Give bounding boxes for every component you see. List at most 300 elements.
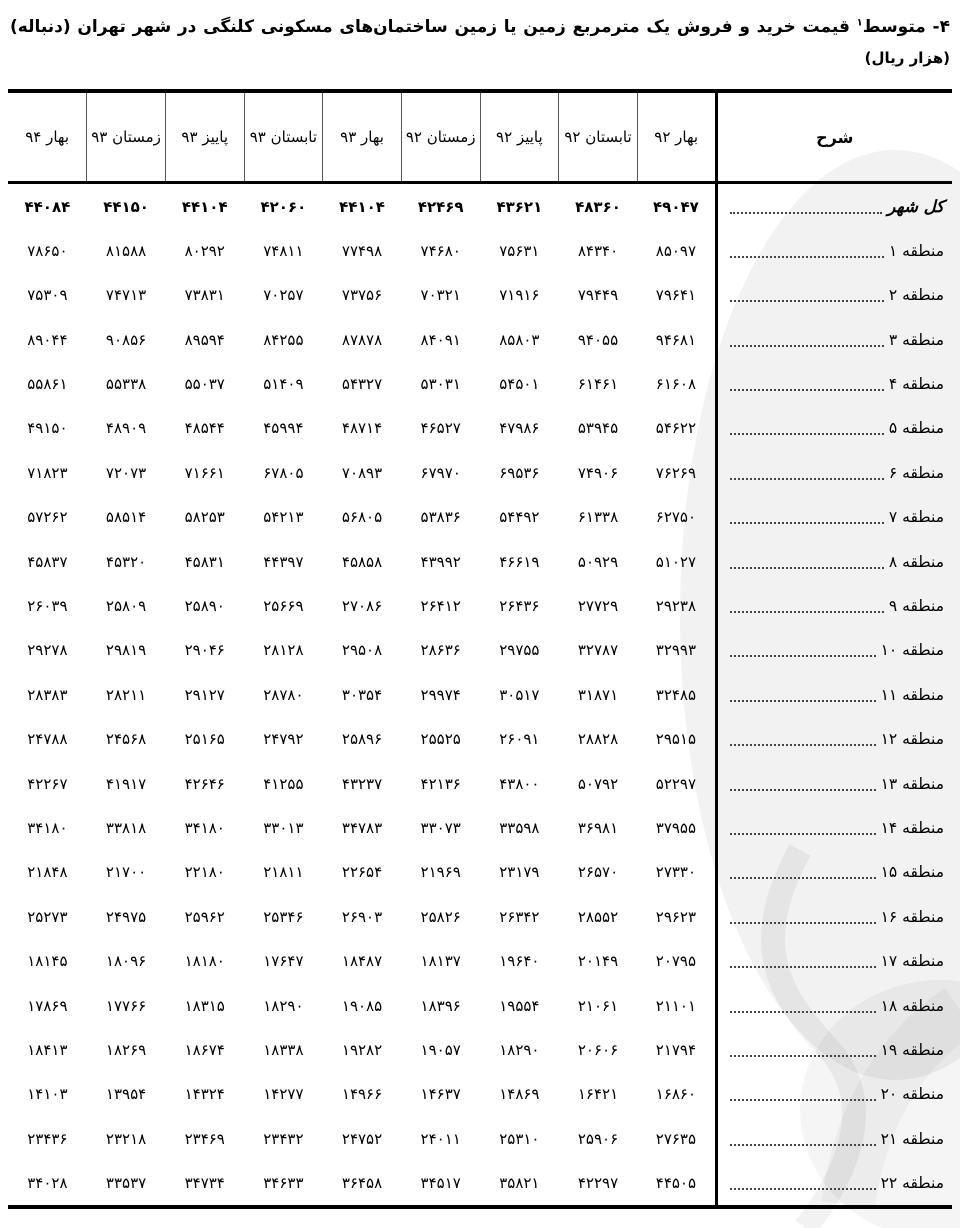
price-table	[8, 89, 952, 1209]
table-row	[8, 673, 952, 717]
value-cell: ۸۴۲۵۵	[263, 330, 304, 349]
row-label: منطقه ۴	[888, 375, 944, 394]
dotted-leader	[730, 256, 884, 258]
column-header-season: بهار ۹۳	[323, 91, 402, 183]
table-row	[8, 584, 952, 628]
value-cell: ۲۸۲۱۱	[105, 685, 147, 704]
dotted-leader	[730, 567, 884, 569]
value-cell: ۸۱۵۸۸	[105, 241, 147, 260]
column-header-season: تابستان ۹۲	[559, 91, 638, 183]
value-cell: ۲۵۸۲۶	[420, 907, 461, 926]
value-cell: ۲۶۰۹۱	[499, 730, 540, 749]
title-text: قیمت خرید و فروش یک مترمربع زمین یا زمین ساختمان‌های مسکونی کلنگی در شهر تهران (دنباله)	[10, 17, 850, 37]
row-label: منطقه ۱۵	[880, 863, 944, 882]
value-cell: ۴۹۰۴۷	[653, 197, 699, 216]
value-cell: ۵۳۸۳۶	[420, 508, 461, 527]
value-cell: ۳۶۴۵۸	[323, 1161, 402, 1207]
value-cell: ۱۷۸۶۹	[27, 996, 68, 1015]
title-footnote-marker: ۱	[856, 17, 863, 29]
value-cell: ۲۱۷۰۰	[105, 863, 147, 882]
value-cell: ۵۵۸۶۱	[27, 375, 68, 394]
row-label: منطقه ۱۴	[880, 819, 944, 837]
value-cell: ۴۵۹۹۴	[263, 419, 304, 438]
value-cell: ۴۲۲۹۷	[559, 1161, 638, 1207]
row-label-cell	[716, 495, 952, 539]
dotted-leader	[730, 922, 876, 924]
row-label: منطقه ۲۱	[880, 1129, 944, 1148]
dotted-leader	[730, 966, 876, 968]
dotted-leader	[730, 789, 876, 791]
value-cell: ۴۴۱۰۴	[339, 197, 385, 216]
value-cell: ۳۴۰۲۸	[8, 1161, 87, 1207]
value-cell: ۸۴۰۹۱	[420, 330, 461, 349]
value-cell: ۴۲۴۶۹	[417, 197, 464, 216]
value-cell: ۲۵۹۶۲	[184, 907, 225, 926]
value-cell: ۱۹۰۸۵	[341, 996, 383, 1015]
value-cell: ۳۳۵۹۸	[499, 819, 540, 837]
dotted-leader	[730, 1144, 876, 1146]
row-label: منطقه ۱۲	[880, 730, 944, 749]
value-cell: ۱۸۳۱۵	[184, 996, 225, 1015]
table-row	[8, 1117, 952, 1161]
table-row	[8, 1161, 952, 1207]
value-cell: ۲۵۵۲۵	[420, 730, 461, 749]
value-cell: ۱۴۳۲۴	[184, 1085, 225, 1104]
value-cell: ۶۱۶۰۸	[655, 375, 697, 394]
value-cell: ۱۸۳۹۶	[420, 996, 461, 1015]
value-cell: ۲۶۴۳۶	[499, 597, 540, 616]
table-row	[8, 451, 952, 495]
value-cell: ۳۳۵۳۷	[87, 1161, 166, 1207]
table-row	[8, 273, 952, 317]
value-cell: ۴۲۶۴۶	[184, 774, 225, 793]
value-cell: ۲۵۱۶۵	[184, 730, 225, 749]
column-header-desc: شرح	[716, 91, 952, 183]
value-cell: ۵۰۹۲۹	[577, 552, 619, 571]
value-cell: ۵۵۳۳۸	[105, 375, 147, 394]
value-cell: ۲۱۱۰۱	[655, 996, 697, 1015]
value-cell: ۲۰۱۴۹	[577, 952, 619, 971]
value-cell: ۲۹۶۲۳	[655, 907, 697, 926]
value-cell: ۶۷۸۰۵	[263, 463, 304, 482]
row-label: منطقه ۷	[888, 508, 944, 527]
value-cell: ۷۹۴۴۹	[577, 286, 619, 305]
value-cell: ۷۰۲۵۷	[263, 286, 304, 305]
value-cell: ۵۶۸۰۵	[341, 508, 383, 527]
value-cell: ۴۶۵۲۷	[420, 419, 461, 438]
dotted-leader	[730, 522, 884, 524]
row-label: منطقه ۱۶	[880, 907, 944, 926]
row-label-cell	[716, 183, 952, 229]
row-label-cell	[716, 451, 952, 495]
value-cell: ۴۳۶۲۱	[496, 197, 543, 216]
value-cell: ۷۴۶۸۰	[420, 241, 461, 260]
row-label-cell	[716, 273, 952, 317]
value-cell: ۲۹۹۷۴	[420, 685, 461, 704]
value-cell: ۱۶۸۶۰	[655, 1085, 697, 1104]
table-body	[8, 183, 952, 1207]
table-row	[8, 761, 952, 805]
row-label-cell	[716, 1072, 952, 1116]
value-cell: ۴۴۰۸۴	[24, 197, 71, 216]
value-cell: ۲۹۲۳۸	[655, 597, 697, 616]
value-cell: ۵۸۲۵۳	[184, 508, 225, 527]
value-cell: ۲۸۸۲۸	[577, 730, 619, 749]
column-header-season: زمستان ۹۲	[401, 91, 480, 183]
row-label: منطقه ۱۰	[880, 641, 944, 660]
value-cell: ۵۳۹۴۵	[577, 419, 619, 438]
value-cell: ۲۳۱۷۹	[499, 863, 540, 882]
value-cell: ۲۹۵۱۵	[655, 730, 697, 749]
value-cell: ۳۰۳۵۴	[341, 685, 383, 704]
row-label: منطقه ۱	[888, 241, 944, 260]
value-cell: ۳۱۸۷۱	[577, 685, 619, 704]
value-cell: ۱۷۷۶۶	[105, 996, 147, 1015]
value-cell: ۲۴۷۸۸	[27, 730, 68, 749]
unit-label: (هزار ریال)	[864, 49, 950, 68]
value-cell: ۴۴۵۰۵	[637, 1161, 716, 1207]
row-label-cell	[716, 628, 952, 672]
title-prefix: ۴- متوسط	[862, 17, 950, 37]
value-cell: ۱۸۴۱۳	[27, 1040, 68, 1059]
value-cell: ۲۶۴۱۲	[420, 597, 461, 616]
value-cell: ۵۲۲۹۷	[655, 774, 697, 793]
value-cell: ۷۲۰۷۳	[105, 463, 147, 482]
value-cell: ۲۷۰۸۶	[341, 597, 383, 616]
value-cell: ۲۵۳۴۶	[263, 907, 304, 926]
row-label: منطقه ۱۷	[880, 952, 944, 971]
dotted-leader	[730, 300, 884, 302]
row-label: منطقه ۸	[888, 552, 944, 571]
value-cell: ۲۷۶۳۵	[655, 1129, 697, 1148]
value-cell: ۲۵۲۷۳	[27, 907, 68, 926]
row-label: منطقه ۹	[888, 597, 944, 616]
row-label-cell	[716, 761, 952, 805]
value-cell: ۱۴۶۳۷	[420, 1085, 461, 1104]
value-cell: ۴۲۱۳۶	[420, 774, 461, 793]
value-cell: ۷۱۹۱۶	[499, 286, 540, 305]
value-cell: ۴۱۲۵۵	[263, 774, 304, 793]
value-cell: ۱۸۴۸۷	[341, 952, 383, 971]
value-cell: ۲۳۲۱۸	[105, 1129, 147, 1148]
value-cell: ۴۲۰۶۰	[260, 197, 307, 216]
dotted-leader	[730, 212, 883, 214]
row-label-cell	[716, 983, 952, 1027]
table-row	[8, 983, 952, 1027]
value-cell: ۲۹۰۴۶	[184, 641, 225, 660]
row-label-cell	[716, 318, 952, 362]
value-cell: ۷۰۳۲۱	[420, 286, 461, 305]
row-label-cell	[716, 717, 952, 761]
value-cell: ۱۴۹۶۶	[341, 1085, 383, 1104]
row-label: منطقه ۶	[888, 463, 944, 482]
value-cell: ۲۸۶۳۶	[420, 641, 461, 660]
value-cell: ۲۱۰۶۱	[577, 996, 619, 1015]
value-cell: ۶۲۷۵۰	[655, 508, 697, 527]
value-cell: ۱۷۶۴۷	[263, 952, 304, 971]
value-cell: ۴۵۸۳۱	[184, 552, 225, 571]
value-cell: ۷۸۶۵۰	[27, 241, 68, 260]
value-cell: ۴۴۱۵۰	[103, 197, 149, 216]
value-cell: ۱۸۲۹۰	[499, 1040, 540, 1059]
value-cell: ۲۹۱۲۷	[184, 685, 225, 704]
dotted-leader	[730, 433, 884, 435]
table-row	[8, 628, 952, 672]
value-cell: ۸۵۰۹۷	[655, 241, 697, 260]
value-cell: ۷۶۲۶۹	[655, 463, 697, 482]
dotted-leader	[730, 1188, 876, 1190]
table-row	[8, 895, 952, 939]
value-cell: ۱۸۳۳۸	[263, 1040, 304, 1059]
value-cell: ۱۴۲۷۷	[263, 1085, 304, 1104]
value-cell: ۷۹۶۴۱	[655, 286, 697, 305]
table-row	[8, 495, 952, 539]
value-cell: ۷۴۷۱۳	[105, 286, 147, 305]
value-cell: ۹۴۰۵۵	[577, 330, 619, 349]
value-cell: ۸۹۵۹۴	[184, 330, 225, 349]
value-cell: ۴۵۳۲۰	[105, 552, 147, 571]
value-cell: ۲۹۸۱۹	[105, 641, 147, 660]
table-row	[8, 318, 952, 362]
value-cell: ۲۱۹۶۹	[420, 863, 461, 882]
value-cell: ۱۸۶۷۴	[184, 1040, 225, 1059]
value-cell: ۳۳۰۱۳	[263, 819, 304, 837]
value-cell: ۱۴۸۶۹	[499, 1085, 540, 1104]
value-cell: ۷۱۸۲۳	[27, 463, 68, 482]
value-cell: ۲۸۷۸۰	[263, 685, 304, 704]
value-cell: ۴۸۳۶۰	[575, 197, 621, 216]
dotted-leader	[730, 478, 884, 480]
value-cell: ۲۲۶۵۴	[341, 863, 383, 882]
value-cell: ۷۷۴۹۸	[341, 241, 383, 260]
value-cell: ۲۶۹۰۳	[341, 907, 383, 926]
value-cell: ۴۱۹۱۷	[105, 774, 147, 793]
value-cell: ۳۴۷۸۳	[341, 819, 383, 837]
value-cell: ۲۵۸۰۹	[105, 597, 147, 616]
value-cell: ۲۶۵۷۰	[577, 863, 619, 882]
value-cell: ۶۷۹۷۰	[420, 463, 461, 482]
value-cell: ۲۷۳۳۰	[655, 863, 697, 882]
value-cell: ۳۲۷۸۷	[577, 641, 619, 660]
value-cell: ۲۶۳۴۲	[499, 907, 540, 926]
table-row	[8, 183, 952, 229]
dotted-leader	[730, 744, 876, 746]
value-cell: ۵۱۰۲۷	[655, 552, 697, 571]
value-cell: ۲۸۳۸۳	[27, 685, 68, 704]
dotted-leader	[730, 345, 884, 347]
row-label-cell	[716, 1028, 952, 1072]
value-cell: ۲۵۸۹۶	[341, 730, 383, 749]
value-cell: ۲۷۷۲۹	[577, 597, 619, 616]
value-cell: ۱۸۲۶۹	[105, 1040, 147, 1059]
table-row	[8, 717, 952, 761]
value-cell: ۷۴۸۱۱	[263, 241, 304, 260]
table-row	[8, 406, 952, 450]
value-cell: ۴۲۲۶۷	[27, 774, 68, 793]
value-cell: ۱۹۲۸۲	[341, 1040, 383, 1059]
table-header-row	[8, 91, 952, 183]
dotted-leader	[730, 1011, 876, 1013]
column-header-season: تابستان ۹۳	[244, 91, 323, 183]
row-label-cell	[716, 1117, 952, 1161]
value-cell: ۴۳۹۹۲	[420, 552, 461, 571]
value-cell: ۸۹۰۴۴	[27, 330, 68, 349]
row-label: منطقه ۱۸	[880, 996, 944, 1015]
value-cell: ۲۵۸۹۰	[184, 597, 225, 616]
value-cell: ۵۷۲۶۲	[27, 508, 68, 527]
value-cell: ۷۵۳۰۹	[27, 286, 68, 305]
row-label: منطقه ۳	[888, 330, 944, 349]
table-row	[8, 539, 952, 583]
value-cell: ۲۵۹۰۶	[577, 1129, 619, 1148]
row-label: منطقه ۲۰	[880, 1085, 944, 1104]
column-header-season: پاییز ۹۳	[165, 91, 244, 183]
value-cell: ۵۴۶۲۲	[655, 419, 697, 438]
value-cell: ۳۴۵۱۷	[401, 1161, 480, 1207]
value-cell: ۳۲۴۸۵	[655, 685, 697, 704]
value-cell: ۷۳۷۵۶	[341, 286, 383, 305]
value-cell: ۷۴۹۰۶	[577, 463, 619, 482]
value-cell: ۵۱۴۰۹	[263, 375, 304, 394]
value-cell: ۲۹۷۵۵	[499, 641, 540, 660]
value-cell: ۸۷۸۷۸	[341, 330, 383, 349]
value-cell: ۲۶۰۳۹	[27, 597, 68, 616]
row-label-cell	[716, 1161, 952, 1207]
value-cell: ۲۹۲۷۸	[27, 641, 68, 660]
value-cell: ۷۳۸۳۱	[184, 286, 225, 305]
value-cell: ۸۵۸۰۳	[499, 330, 540, 349]
row-label-cell	[716, 362, 952, 406]
value-cell: ۱۸۱۸۰	[184, 952, 225, 971]
value-cell: ۴۵۸۳۷	[27, 552, 68, 571]
row-label-cell	[716, 806, 952, 850]
table-row	[8, 1028, 952, 1072]
table-head	[8, 91, 952, 183]
value-cell: ۳۳۸۱۸	[105, 819, 147, 837]
row-label: منطقه ۲	[888, 286, 944, 305]
row-label-cell	[716, 939, 952, 983]
value-cell: ۲۰۶۰۶	[577, 1040, 619, 1059]
value-cell: ۲۱۸۱۱	[263, 863, 304, 882]
value-cell: ۱۴۱۰۳	[27, 1085, 68, 1104]
value-cell: ۳۴۱۸۰	[184, 819, 225, 837]
value-cell: ۲۴۰۱۱	[420, 1129, 461, 1148]
value-cell: ۲۱۸۴۸	[27, 863, 68, 882]
column-header-season: بهار ۹۴	[8, 91, 87, 183]
value-cell: ۶۱۴۶۱	[577, 375, 619, 394]
value-cell: ۴۹۱۵۰	[27, 419, 68, 438]
value-cell: ۹۴۶۸۱	[655, 330, 697, 349]
value-cell: ۱۶۴۲۱	[577, 1085, 619, 1104]
row-label: منطقه ۱۳	[880, 774, 944, 793]
column-header-season: بهار ۹۲	[637, 91, 716, 183]
value-cell: ۴۶۶۱۹	[499, 552, 540, 571]
row-label-cell	[716, 850, 952, 894]
page-title	[8, 0, 952, 40]
value-cell: ۸۰۲۹۲	[184, 241, 225, 260]
value-cell: ۶۹۵۳۶	[499, 463, 540, 482]
value-cell: ۸۴۳۴۰	[577, 241, 619, 260]
value-cell: ۳۷۹۵۵	[655, 819, 697, 837]
value-cell: ۷۵۶۳۱	[499, 241, 540, 260]
value-cell: ۲۴۵۶۸	[105, 730, 147, 749]
value-cell: ۴۵۸۵۸	[341, 552, 383, 571]
value-cell: ۴۷۹۸۶	[499, 419, 540, 438]
value-cell: ۶۱۳۳۸	[577, 508, 619, 527]
value-cell: ۵۵۰۳۷	[184, 375, 225, 394]
table-row	[8, 229, 952, 273]
dotted-leader	[730, 389, 884, 391]
value-cell: ۵۴۴۹۲	[499, 508, 540, 527]
table-row	[8, 939, 952, 983]
dotted-leader	[730, 655, 876, 657]
table-row	[8, 362, 952, 406]
row-label-cell	[716, 406, 952, 450]
row-label-cell	[716, 584, 952, 628]
value-cell: ۱۸۱۴۵	[27, 952, 68, 971]
row-label: منطقه ۵	[888, 419, 944, 438]
row-label: کل شهر	[887, 197, 944, 217]
value-cell: ۴۸۵۴۴	[184, 419, 225, 438]
value-cell: ۴۳۲۳۷	[341, 774, 383, 793]
value-cell: ۴۳۸۰۰	[499, 774, 540, 793]
row-label-cell	[716, 539, 952, 583]
table-row	[8, 1072, 952, 1116]
value-cell: ۲۵۳۱۰	[499, 1129, 540, 1148]
dotted-leader	[730, 1055, 876, 1057]
row-label-cell	[716, 229, 952, 273]
value-cell: ۳۴۱۸۰	[27, 819, 68, 837]
value-cell: ۲۲۱۸۰	[184, 863, 225, 882]
value-cell: ۱۸۰۹۶	[105, 952, 147, 971]
value-cell: ۷۰۸۹۳	[341, 463, 383, 482]
value-cell: ۱۸۱۳۷	[420, 952, 461, 971]
row-label-cell	[716, 673, 952, 717]
value-cell: ۷۱۶۶۱	[184, 463, 225, 482]
value-cell: ۱۹۶۴۰	[499, 952, 540, 971]
value-cell: ۴۴۱۰۴	[181, 197, 228, 216]
column-header-season: پاییز ۹۲	[480, 91, 559, 183]
value-cell: ۱۹۵۵۴	[499, 996, 540, 1015]
dotted-leader	[730, 1099, 876, 1101]
value-cell: ۳۴۶۳۳	[244, 1161, 323, 1207]
dotted-leader	[730, 611, 884, 613]
value-cell: ۱۳۹۵۴	[105, 1085, 147, 1104]
value-cell: ۵۰۷۹۲	[577, 774, 619, 793]
value-cell: ۳۳۰۷۳	[420, 819, 461, 837]
value-cell: ۲۳۴۳۲	[263, 1129, 304, 1148]
value-cell: ۳۶۹۸۱	[577, 819, 619, 837]
value-cell: ۲۸۵۵۲	[577, 907, 619, 926]
value-cell: ۱۸۲۹۰	[263, 996, 304, 1015]
row-label: منطقه ۱۹	[880, 1040, 944, 1059]
table-row	[8, 806, 952, 850]
value-cell: ۳۲۹۹۳	[655, 641, 697, 660]
value-cell: ۹۰۸۵۶	[105, 330, 147, 349]
value-cell: ۴۴۳۹۷	[263, 552, 304, 571]
value-cell: ۵۴۲۱۳	[263, 508, 304, 527]
value-cell: ۵۴۵۰۱	[499, 375, 540, 394]
value-cell: ۲۴۷۵۲	[341, 1129, 383, 1148]
column-header-season: زمستان ۹۳	[87, 91, 166, 183]
value-cell: ۱۹۰۵۷	[420, 1040, 461, 1059]
value-cell: ۲۳۴۳۶	[27, 1129, 68, 1148]
value-cell: ۴۸۹۰۹	[105, 419, 147, 438]
row-label-cell	[716, 895, 952, 939]
value-cell: ۲۸۱۲۸	[263, 641, 304, 660]
value-cell: ۳۰۵۱۷	[499, 685, 540, 704]
document-page	[8, 0, 952, 1209]
